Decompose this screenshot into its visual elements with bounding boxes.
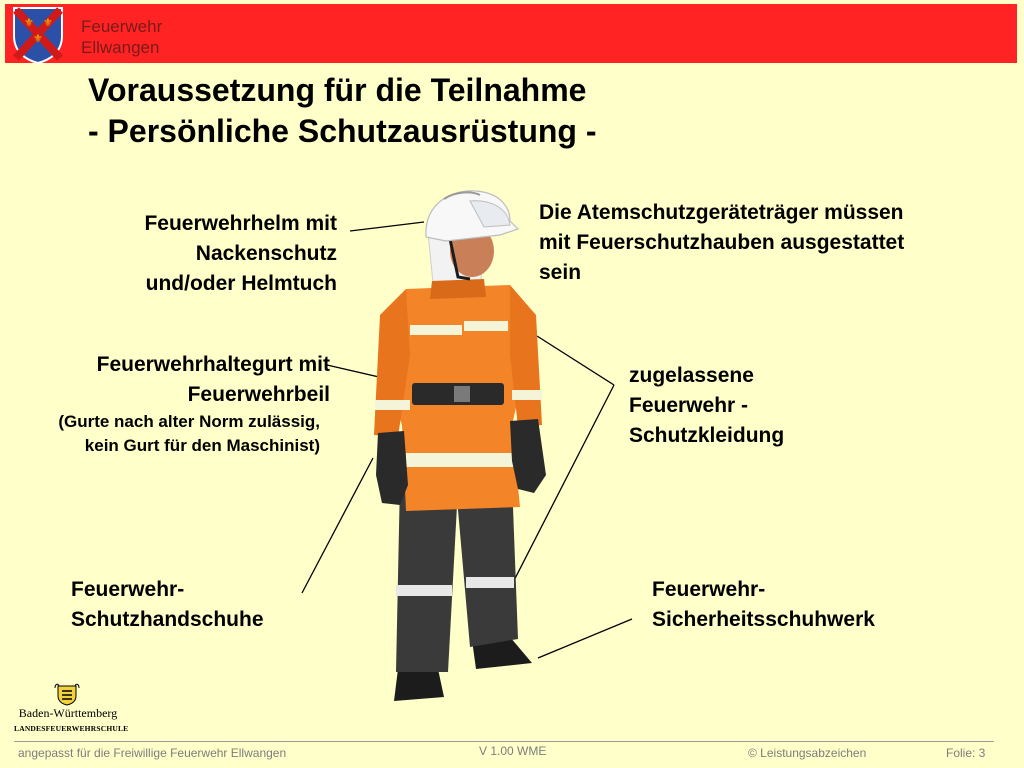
clothing-label-line: Schutzkleidung	[629, 424, 785, 447]
boots-label-line: Feuerwehr-	[652, 578, 766, 601]
footer-left-text: angepasst für die Freiwillige Feuerwehr Ellwangen	[18, 746, 287, 760]
breathing-label-line: mit Feuerschutzhauben ausgestattet	[539, 231, 905, 254]
boots-label	[652, 575, 875, 635]
bw-school-name: LANDESFEUERWEHRSCHULE	[14, 724, 129, 733]
belt-label	[20, 350, 330, 410]
belt-label-line: Feuerwehrbeil	[187, 383, 330, 406]
brand-name	[81, 16, 162, 58]
bw-logo	[14, 682, 129, 738]
footer-slide-number: Folie: 3	[946, 746, 986, 760]
footer-copyright: © Leistungsabzeichen	[748, 746, 867, 760]
belt-note-line: kein Gurt für den Maschinist)	[84, 436, 320, 455]
breathing-label-line: sein	[539, 261, 582, 284]
chest-reflector-left	[410, 325, 462, 335]
belt-note	[10, 410, 320, 458]
header-bar	[5, 4, 1017, 63]
jacket-hem-reflector	[406, 453, 520, 467]
title-line-2: - Persönliche Schutzausrüstung -	[88, 113, 597, 149]
ellwangen-crest-icon	[12, 6, 64, 64]
svg-text:⚜: ⚜	[24, 16, 34, 29]
left-glove	[376, 431, 408, 505]
bw-name: Baden-Württemberg	[18, 706, 118, 720]
footer-version: V 1.00 WME	[479, 744, 547, 758]
helmet-label	[60, 209, 337, 299]
belt-label-line: Feuerwehrhaltegurt mit	[96, 353, 330, 376]
gloves-label	[71, 575, 264, 635]
chest-reflector-right	[464, 321, 508, 331]
svg-text:⚜: ⚜	[43, 16, 53, 29]
helmet-label-line: Nackenschutz	[195, 242, 337, 265]
brand-line-1: Feuerwehr	[81, 17, 163, 36]
left-trouser-reflector	[396, 585, 452, 596]
right-trouser-reflector	[466, 577, 514, 588]
gloves-label-line: Schutzhandschuhe	[71, 608, 264, 631]
footer-rule	[14, 741, 994, 742]
helmet-label-line: und/oder Helmtuch	[145, 272, 337, 295]
clothing-label-line: Feuerwehr -	[629, 394, 749, 417]
boots-label-line: Sicherheitsschuhwerk	[652, 608, 875, 631]
breathing-label-line: Die Atemschutzgeräteträger müssen	[539, 201, 904, 224]
clothing-label	[629, 361, 784, 451]
left-sleeve-reflector	[375, 400, 410, 410]
breathing-apparatus-label	[539, 198, 904, 288]
right-sleeve-reflector	[512, 390, 542, 400]
slide-title	[88, 70, 597, 152]
svg-text:⚜: ⚜	[33, 32, 43, 45]
clothing-label-line: zugelassene	[629, 364, 754, 387]
bw-coat-of-arms-icon	[54, 682, 80, 706]
left-boot	[394, 669, 444, 701]
collar	[430, 279, 486, 299]
brand-line-2: Ellwangen	[81, 38, 160, 57]
gloves-label-line: Feuerwehr-	[71, 578, 185, 601]
belt-buckle	[454, 386, 470, 402]
belt-note-line: (Gurte nach alter Norm zulässig,	[58, 412, 320, 431]
helmet-label-line: Feuerwehrhelm mit	[144, 212, 337, 235]
title-line-1: Voraussetzung für die Teilnahme	[88, 72, 587, 108]
